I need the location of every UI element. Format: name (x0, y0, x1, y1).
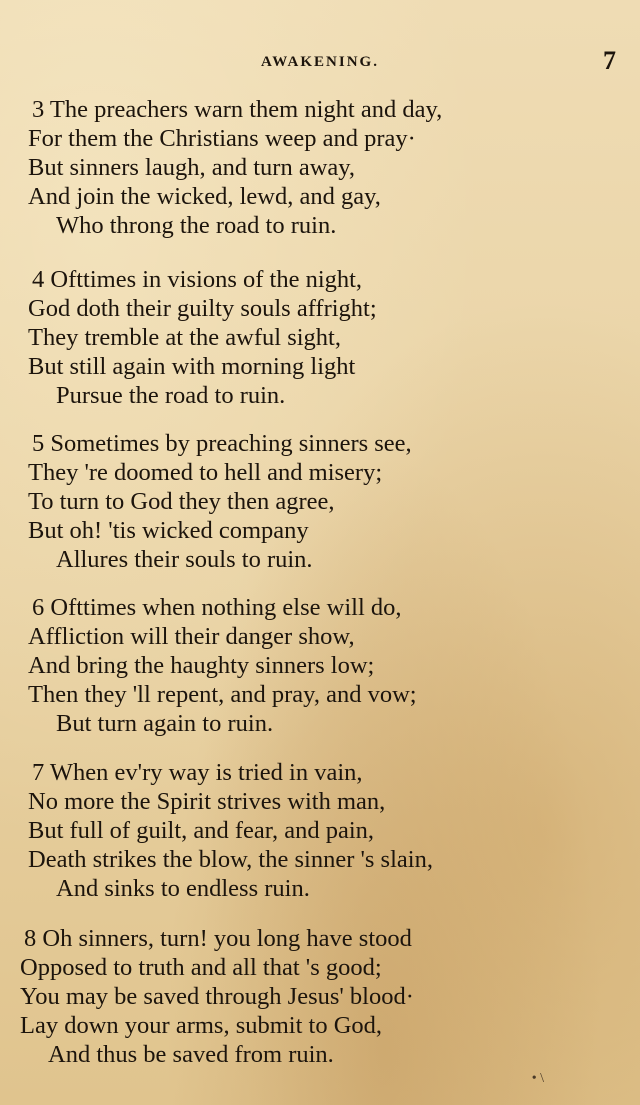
verse-line: 6 Ofttimes when nothing else will do, (32, 594, 402, 621)
verse-refrain-line: Allures their souls to ruin. (56, 546, 313, 573)
verse-line: Affliction will their danger show, (28, 623, 355, 650)
verse-line: Lay down your arms, submit to God, (20, 1012, 383, 1039)
printer-mark: • \ (531, 1071, 544, 1086)
running-title: AWAKENING. (261, 54, 379, 70)
verse-refrain-line: Who throng the road to ruin. (56, 212, 337, 239)
verse-refrain-line: And sinks to endless ruin. (56, 875, 310, 902)
verse-refrain-line: But turn again to ruin. (56, 710, 274, 737)
verse-line: For them the Christians weep and pray· (28, 125, 416, 152)
stanza-8 (20, 924, 610, 1069)
verse-line: Opposed to truth and all that 's good; (20, 954, 382, 981)
verse-line: God doth their guilty souls affright; (28, 295, 377, 322)
verse-line: But oh! 'tis wicked company (28, 517, 309, 544)
verse-refrain-line: And thus be saved from ruin. (48, 1041, 334, 1068)
stanza-3 (28, 95, 618, 240)
verse-line: They 're doomed to hell and misery; (28, 459, 383, 486)
verse-line: No more the Spirit strives with man, (28, 788, 386, 815)
verse-line: Death strikes the blow, the sinner 's slain, (28, 846, 433, 873)
verse-line: Then they 'll repent, and pray, and vow; (28, 681, 417, 708)
stanza-6 (28, 593, 618, 738)
verse-line: 7 When ev'ry way is tried in vain, (32, 759, 363, 786)
verse-line: 8 Oh sinners, turn! you long have stood (24, 925, 412, 952)
verse-line: 3 The preachers warn them night and day, (32, 96, 443, 123)
verse-line: And join the wicked, lewd, and gay, (28, 183, 381, 210)
verse-line: And bring the haughty sinners low; (28, 652, 375, 679)
verse-line: They tremble at the awful sight, (28, 324, 341, 351)
verse-line: But full of guilt, and fear, and pain, (28, 817, 375, 844)
stanza-5 (28, 429, 618, 574)
verse-refrain-line: Pursue the road to ruin. (56, 382, 286, 409)
stanza-7 (28, 758, 618, 903)
verse-line: You may be saved through Jesus' blood· (20, 983, 414, 1010)
verse-line: To turn to God they then agree, (28, 488, 335, 515)
verse-line: But still again with morning light (28, 353, 356, 380)
verse-line: 4 Ofttimes in visions of the night, (32, 266, 363, 293)
verse-line: But sinners laugh, and turn away, (28, 154, 356, 181)
stanza-4 (28, 265, 618, 410)
page-number: 7 (603, 46, 616, 75)
verse-line: 5 Sometimes by preaching sinners see, (32, 430, 412, 457)
running-header (0, 46, 640, 76)
